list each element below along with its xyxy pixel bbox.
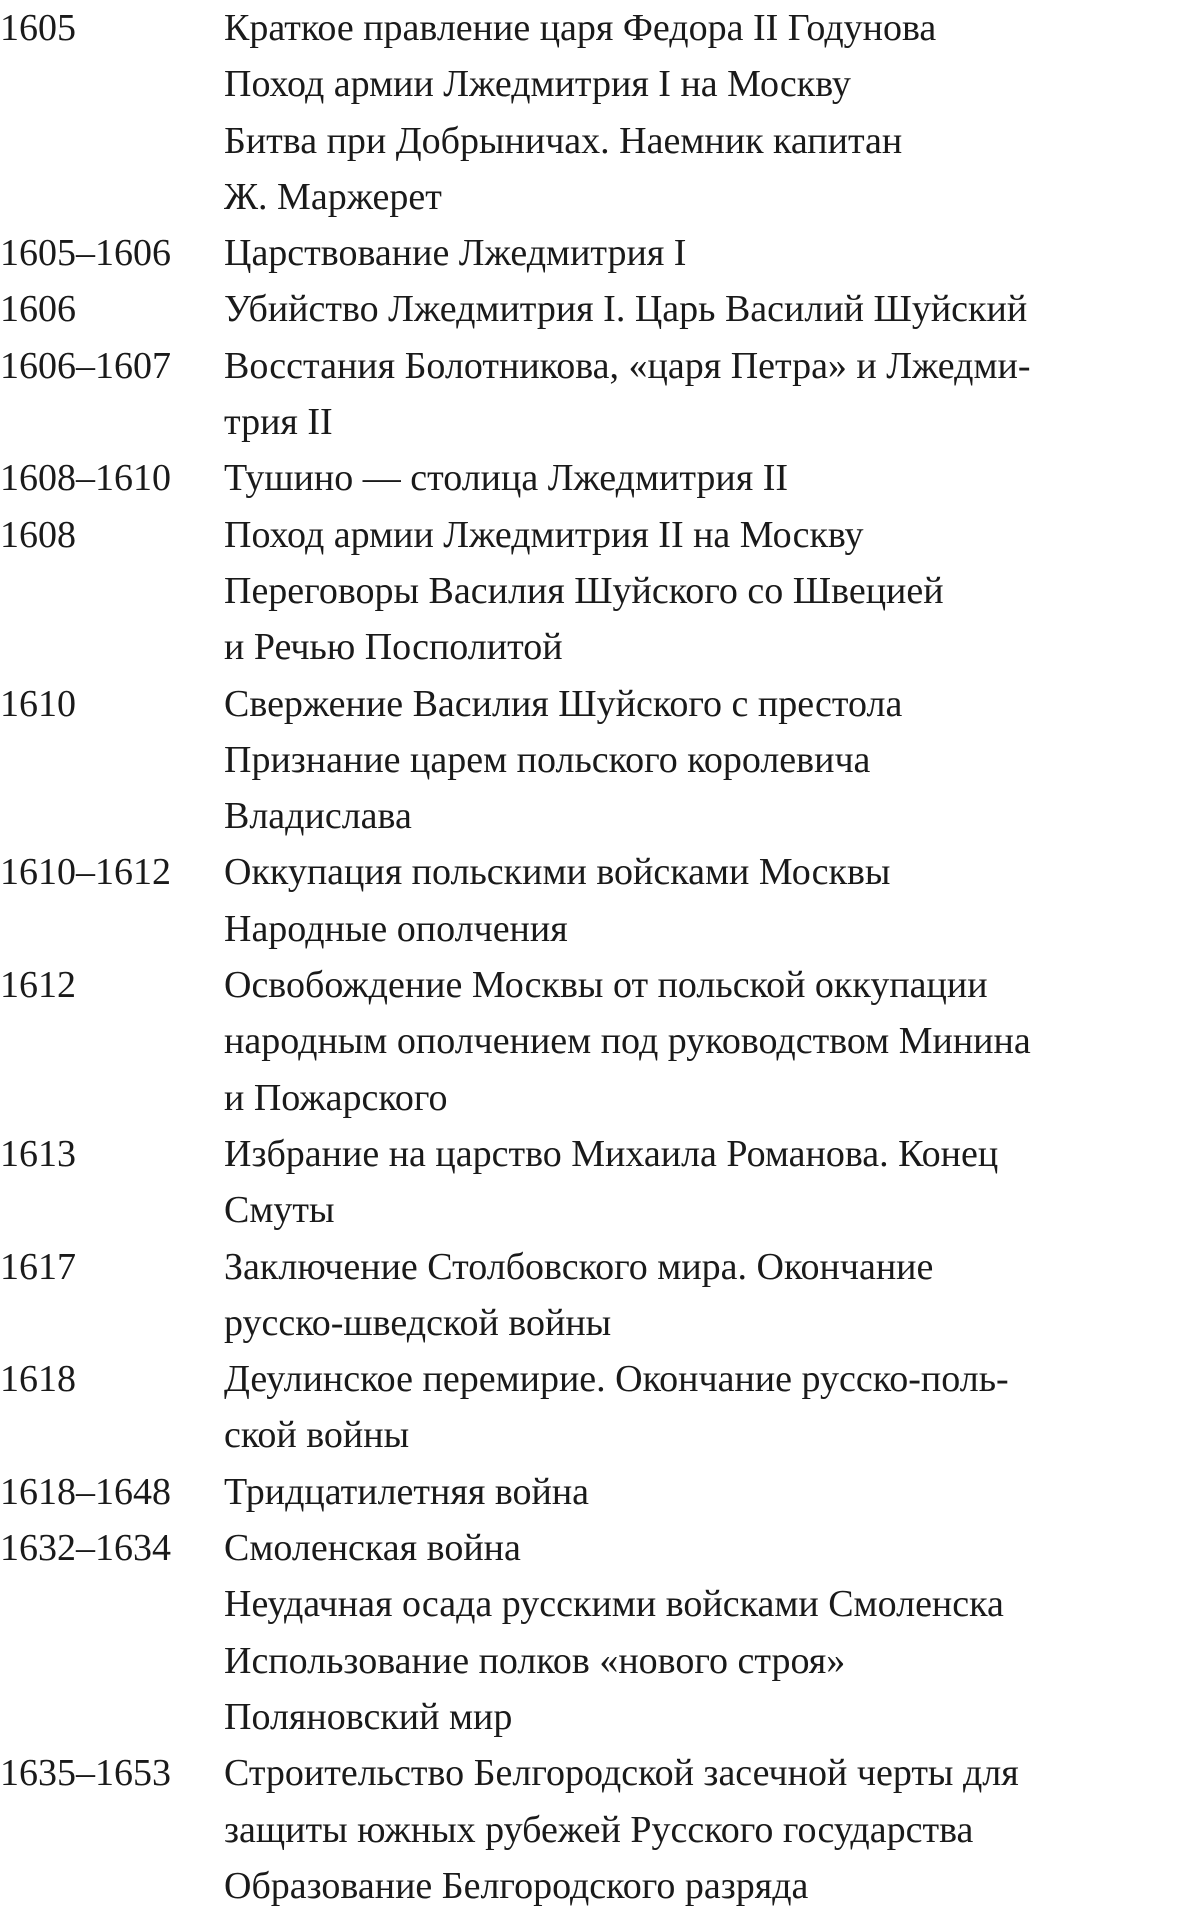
entry-event-line: Использование полков «нового строя» bbox=[224, 1639, 846, 1682]
entry-year: 1608 bbox=[0, 513, 76, 556]
entry-year: 1617 bbox=[0, 1245, 76, 1288]
entry-event-line: защиты южных рубежей Русского государства bbox=[224, 1808, 974, 1851]
chronology-entry bbox=[0, 1239, 1197, 1352]
entry-year: 1618 bbox=[0, 1358, 76, 1401]
entry-event-line: Строительство Белгородской засечной черты для bbox=[224, 1752, 1019, 1795]
chronology-entry bbox=[0, 1464, 1197, 1520]
entry-event-line: Битва при Добрыничах. Наемник капитан bbox=[224, 119, 903, 162]
entry-year: 1610 bbox=[0, 682, 76, 725]
entry-event-line: Признание царем польского королевича bbox=[224, 738, 871, 781]
entry-event-line: Тушино — столица Лжедмитрия II bbox=[224, 457, 789, 500]
entry-event-line: Смоленская война bbox=[224, 1527, 521, 1570]
entry-event-line: Заключение Столбовского мира. Окончание bbox=[224, 1245, 934, 1288]
entry-event-line: Народные ополчения bbox=[224, 907, 568, 950]
entry-year: 1605 bbox=[0, 7, 76, 49]
entry-event-line: и Речью Посполитой bbox=[224, 626, 563, 669]
entry-events bbox=[224, 1351, 1197, 1464]
entry-event-line: Оккупация польскими войсками Москвы bbox=[224, 851, 891, 894]
chronology-entry bbox=[0, 0, 1197, 225]
entry-year: 1605–1606 bbox=[0, 232, 171, 275]
entry-events bbox=[224, 844, 1197, 957]
chronology-entry bbox=[0, 676, 1197, 845]
chronology-entry bbox=[0, 450, 1197, 506]
chronology-entry bbox=[0, 1745, 1197, 1914]
entry-event-line: Образование Белгородского разряда bbox=[224, 1864, 809, 1907]
entry-event-line: Переговоры Василия Шуйского со Швецией bbox=[224, 569, 944, 612]
entry-year: 1635–1653 bbox=[0, 1752, 171, 1795]
chronology-entry bbox=[0, 1520, 1197, 1745]
entry-event-line: Убийство Лжедмитрия I. Царь Василий Шуйский bbox=[224, 288, 1028, 331]
entry-event-line: Поляновский мир bbox=[224, 1695, 513, 1738]
entry-event-line: русско-шведской войны bbox=[224, 1301, 612, 1344]
chronology-entry bbox=[0, 225, 1197, 281]
entry-event-line: Владислава bbox=[224, 795, 412, 838]
entry-event-line: Деулинское перемирие. Окончание русско-поль- bbox=[224, 1358, 1009, 1401]
entry-events bbox=[224, 1520, 1197, 1745]
entry-events bbox=[224, 676, 1197, 845]
entry-event-line: народным ополчением под руководством Минина bbox=[224, 1020, 1031, 1063]
entry-events bbox=[224, 1745, 1197, 1914]
entry-event-line: Свержение Василия Шуйского с престола bbox=[224, 682, 903, 725]
entry-year: 1608–1610 bbox=[0, 457, 171, 500]
entry-year: 1613 bbox=[0, 1132, 76, 1175]
entry-events bbox=[224, 507, 1197, 676]
entry-event-line: Ж. Маржерет bbox=[224, 175, 442, 218]
entry-event-line: Освобождение Москвы от польской оккупации bbox=[224, 964, 988, 1007]
entry-event-line: Неудачная осада русскими войсками Смоленска bbox=[224, 1583, 1004, 1626]
entry-year: 1606–1607 bbox=[0, 344, 171, 387]
chronology-entry bbox=[0, 1351, 1197, 1464]
entry-event-line: Царствование Лжедмитрия I bbox=[224, 232, 687, 275]
chronology-entry bbox=[0, 338, 1197, 451]
chronology-entry bbox=[0, 844, 1197, 957]
entry-year: 1610–1612 bbox=[0, 851, 171, 894]
entry-event-line: Поход армии Лжедмитрия I на Москву bbox=[224, 63, 851, 106]
entry-events bbox=[224, 1239, 1197, 1352]
entry-year: 1606 bbox=[0, 288, 76, 331]
entry-events bbox=[224, 281, 1197, 337]
chronology-entry bbox=[0, 281, 1197, 337]
entry-year: 1632–1634 bbox=[0, 1527, 171, 1570]
chronology-entry bbox=[0, 957, 1197, 1126]
entry-events bbox=[224, 1464, 1197, 1520]
entry-event-line: трия II bbox=[224, 401, 333, 444]
chronology-entry bbox=[0, 507, 1197, 676]
entry-event-line: Восстания Болотникова, «царя Петра» и Лжедми- bbox=[224, 344, 1031, 387]
entry-event-line: ской войны bbox=[224, 1414, 410, 1457]
entry-event-line: Поход армии Лжедмитрия II на Москву bbox=[224, 513, 864, 556]
entry-events bbox=[224, 450, 1197, 506]
entry-events bbox=[224, 225, 1197, 281]
entry-events bbox=[224, 338, 1197, 451]
entry-event-line: Избрание на царство Михаила Романова. Конец bbox=[224, 1132, 999, 1175]
chronology-entry bbox=[0, 1126, 1197, 1239]
entry-year: 1612 bbox=[0, 964, 76, 1007]
entry-events bbox=[224, 1126, 1197, 1239]
entry-year: 1618–1648 bbox=[0, 1470, 171, 1513]
entry-event-line: и Пожарского bbox=[224, 1076, 448, 1119]
entry-event-line: Смуты bbox=[224, 1189, 335, 1232]
entry-events bbox=[224, 957, 1197, 1126]
entry-event-line: Краткое правление царя Федора II Годунова bbox=[224, 7, 937, 49]
entry-event-line: Тридцатилетняя война bbox=[224, 1470, 590, 1513]
entry-events bbox=[224, 0, 1197, 225]
